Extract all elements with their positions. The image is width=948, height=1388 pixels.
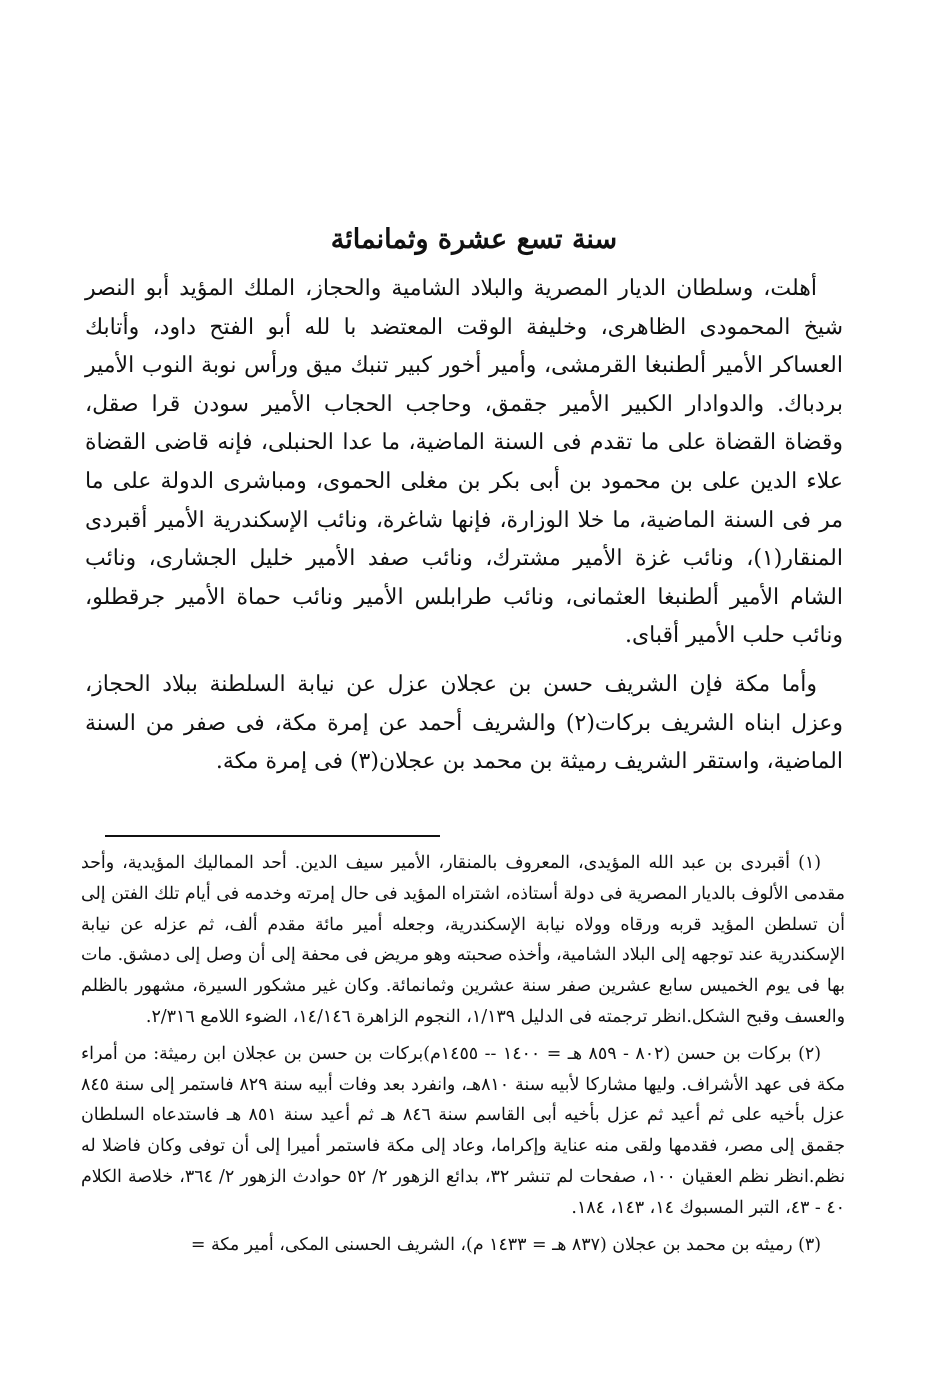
footnote: (١) أقبردى بن عبد الله المؤيدى، المعروف بالمنقار، الأمير سيف الدين. أحد المماليك المؤيدية، وأحد مقدمى الألوف بالديار المصرية فى دولة أستاذه، اشتراه المؤيد فى حال إمرته وخدمه فى أيام تلك الفتن إلى أن تسلطن المؤيد قربه ورقاه وولاه نيابة الإسكندرية، وجعله أمير مائة مقدم ألف، ثم عزله عن نيابة الإسكندرية عند توجهه إلى البلاد الشامية، وأخذه صحبته وهو مريض فى محفة إلى أن وصل إلى دمشق. مات بها فى يوم الخميس سابع عشرين صفر سنة عشرين وثمانمائة. وكان غير مشكور السيرة، مشهور بالظلم والعسف وقبح الشكل.انظر ترجمته فى الدليل ١/١٣٩، النجوم الزاهرة ١٤/١٤٦، الضوء اللامع ٢/٣١٦.	[81, 853, 845, 1027]
footnotes	[81, 848, 845, 1260]
footnote: (٣) رميثه بن محمد بن عجلان (٨٣٧ هـ = ١٤٣٣ م)، الشريف الحسنى المكى، أمير مكة =	[190, 1234, 821, 1255]
footnote-separator	[105, 835, 440, 837]
paragraph: وأما مكة فإن الشريف حسن بن عجلان عزل عن نيابة السلطنة ببلاد الحجاز، وعزل ابناه الشريف بركات(٢) والشريف أحمد عن إمرة مكة، فى صفر من السنة الماضية، واستقر الشريف رميثة بن محمد بن عجلان(٣) فى إمرة مكة.	[85, 671, 843, 775]
chapter-title: سنة تسع عشرة وثمانمائة	[330, 224, 618, 255]
main-text	[85, 270, 843, 782]
paragraph: أهلت، وسلطان الديار المصرية والبلاد الشامية والحجاز، الملك المؤيد أبو النصر شيخ المحمودى الظاهرى، وخليفة الوقت المعتضد با لله أبو الفتح داود، وأتابك العساكر الأمير ألطنبغا القرمشى، وأمير أخور كبير تنبك ميق ورأس نوبة النوب الأمير بردباك. والدوادار الكبير الأمير جقمق، وحاجب الحجاب الأمير سودن قرا صقل، وقضاة القضاة على ما تقدم فى السنة الماضية، ما عدا الحنبلى، فإنه قاضى القضاة علاء الدين على بن محمود بن أبى بكر بن مغلى الحموى، ومباشرى الدولة على ما مر فى السنة الماضية، ما خلا الوزارة، فإنها شاغرة، ونائب الإسكندرية الأمير أقبردى المنقار(١)، ونائب غزة الأمير مشترك، ونائب صفد الأمير خليل الجشارى، ونائب الشام الأمير ألطنبغا العثمانى، ونائب طرابلس الأمير ونائب حماة الأمير جرقطلو، ونائب حلب الأمير أقباى.	[85, 276, 843, 649]
footnote: (٢) بركات بن حسن (٨٠٢ - ٨٥٩ هـ = ١٤٠٠ -- ١٤٥٥م)بركات بن حسن بن عجلان ابن رميثة: من أمراء مكة فى عهد الأشراف. وليها مشاركا لأبيه سنة ٨١٠هـ، وانفرد بعد وفات أبيه سنة ٨٢٩ فاستمر إلى سنة ٨٤٥ عزل بأخيه على ثم أعيد ثم عزل بأخيه أبى القاسم سنة ٨٤٦ هـ ثم أعيد سنة ٨٥١ هـ فاستدعاه السلطان جقمق إلى مصر، فقدمها ولقى منه عناية وإكراما، وعاد إلى مكة فاستمر أميرا إلى أن توفى وكان فاضلا له نظم.انظر نظم العقيان ١٠٠، صفحات لم تنشر ٣٢، بدائع الزهور ٢/ ٥٢ حوادث الزهور ٢/ ٣٦٤، خلاصة الكلام ٤٠ - ٤٣، التبر المسبوك ١٤، ١٤٣، ١٨٤.	[81, 1043, 846, 1218]
